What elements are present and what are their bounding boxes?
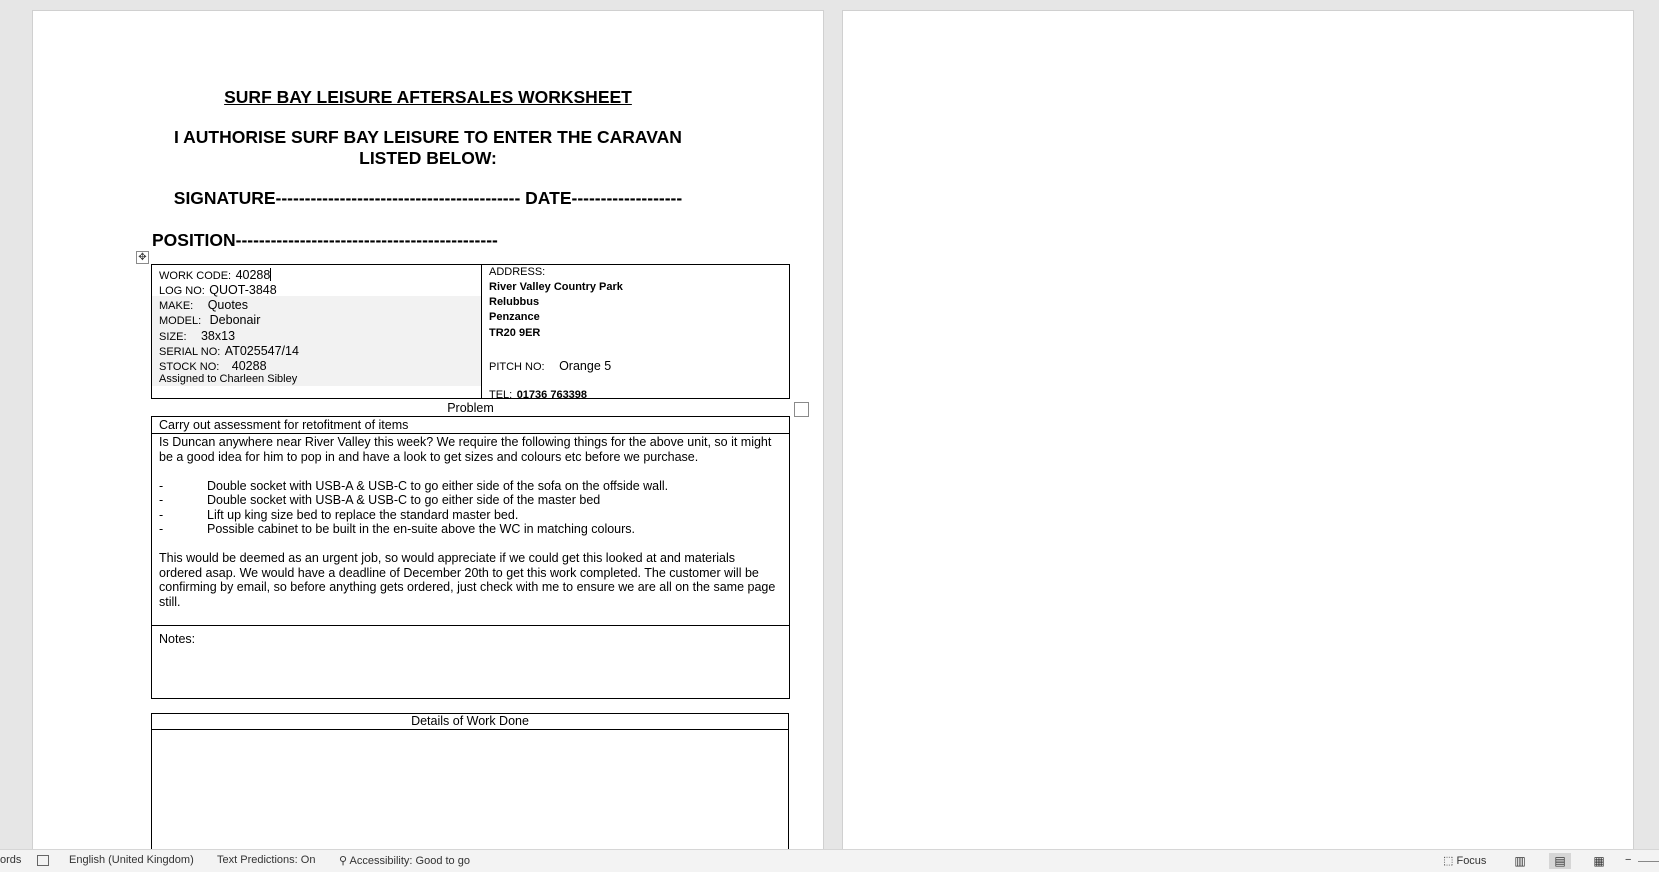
list-item <box>159 522 781 537</box>
focus-label: Focus <box>1456 855 1487 867</box>
authorisation-line-1: I AUTHORISE SURF BAY LEISURE TO ENTER THE CARAVAN <box>174 127 682 147</box>
notes-divider <box>152 625 789 626</box>
work-done-body[interactable] <box>152 730 788 852</box>
model-label: MODEL: <box>159 315 202 327</box>
bullet-marker: - <box>159 522 164 536</box>
bullet-marker: - <box>159 507 164 522</box>
print-layout-icon[interactable]: ▤ <box>1549 853 1571 869</box>
assigned-to: Assigned to Charleen Sibley <box>159 373 298 385</box>
stock-no-value: 40288 <box>231 359 267 373</box>
language-status[interactable]: English (United Kingdom) <box>69 854 194 866</box>
caravan-details-cell[interactable] <box>152 265 482 398</box>
word-count[interactable]: ords <box>0 854 22 866</box>
bullet-marker: - <box>159 493 164 507</box>
read-mode-icon[interactable]: ▥ <box>1514 854 1526 868</box>
problem-intro: Is Duncan anywhere near River Valley this week? We require the following things for the above unit, so it might be a good idea for him to pop in and have a look to get sizes and colours etc before we purchase. <box>159 435 772 464</box>
log-no-value: QUOT-3848 <box>209 283 277 297</box>
work-done-table <box>151 713 789 852</box>
table-resize-handle-icon[interactable] <box>794 402 809 417</box>
address-line-1: River Valley Country Park <box>489 281 623 293</box>
table-move-handle-icon[interactable]: ✥ <box>136 251 149 264</box>
list-item <box>159 493 781 508</box>
document-page-1[interactable] <box>32 10 824 852</box>
zoom-out-icon[interactable]: − <box>1625 854 1632 866</box>
problem-heading: Problem <box>447 401 494 415</box>
list-item-text: Double socket with USB-A & USB-C to go either side of the master bed <box>207 493 601 507</box>
list-item-text: Lift up king size bed to replace the standard master bed. <box>207 507 519 522</box>
status-bar <box>0 849 1659 872</box>
telephone-label: TEL: <box>489 389 513 401</box>
list-item-text: Possible cabinet to be built in the en-suite above the WC in matching colours. <box>207 522 636 536</box>
accessibility-status[interactable] <box>339 854 470 867</box>
work-code-label: WORK CODE: <box>159 270 232 282</box>
work-code-value: 40288 <box>235 268 271 282</box>
accessibility-label: Accessibility: Good to go <box>349 855 470 867</box>
model-value: Debonair <box>209 313 261 327</box>
text-predictions-status[interactable]: Text Predictions: On <box>217 854 316 866</box>
make-value: Quotes <box>207 298 248 312</box>
telephone-value: 01736 763398 <box>516 389 588 401</box>
list-item <box>159 508 781 523</box>
signature-date-line: SIGNATURE------------------------------------------ DATE------------------- <box>173 188 683 208</box>
make-label: MAKE: <box>159 300 194 312</box>
worksheet-title: SURF BAY LEISURE AFTERSALES WORKSHEET <box>224 87 632 107</box>
bullet-marker: - <box>159 478 164 493</box>
size-label: SIZE: <box>159 331 187 343</box>
notes-label[interactable]: Notes: <box>159 632 196 646</box>
size-value: 38x13 <box>200 329 236 343</box>
address-label: ADDRESS: <box>489 266 546 278</box>
focus-icon: ⬚ <box>1443 855 1454 867</box>
address-line-2: Relubbus <box>489 296 540 308</box>
zoom-slider[interactable] <box>1638 861 1659 862</box>
stock-no-label: STOCK NO: <box>159 361 220 373</box>
problem-description[interactable] <box>159 435 781 609</box>
serial-no-value: AT025547/14 <box>224 344 299 358</box>
document-page-2[interactable] <box>842 10 1634 852</box>
problem-table <box>151 416 790 699</box>
pitch-no-row <box>489 357 611 375</box>
address-line-4: TR20 9ER <box>489 327 541 339</box>
focus-mode-button[interactable] <box>1443 854 1486 867</box>
address-cell[interactable] <box>482 265 789 401</box>
position-line: POSITION--------------------------------------------- <box>152 230 498 250</box>
problem-subtitle[interactable]: Carry out assessment for retofitment of items <box>159 418 409 432</box>
proofing-book-icon[interactable] <box>37 854 49 866</box>
web-layout-icon[interactable]: ▦ <box>1593 854 1605 868</box>
serial-no-label: SERIAL NO: <box>159 346 221 358</box>
caravan-info-table <box>151 264 790 399</box>
authorisation-statement <box>33 127 823 169</box>
list-item-text: Double socket with USB-A & USB-C to go either side of the sofa on the offside wall. <box>207 478 669 493</box>
problem-divider <box>152 433 789 434</box>
address-line-3: Penzance <box>489 311 540 323</box>
accessibility-icon: ⚲ <box>339 855 348 867</box>
text-cursor <box>270 268 271 281</box>
pitch-no-value: Orange 5 <box>559 359 612 373</box>
problem-closing: This would be deemed as an urgent job, so would appreciate if we could get this looked at and materials ordered asap. We would have a deadline of December 20th to get this work completed. The customer will be confirming by email, so before anything gets ordered, just check with me to ensure we are all on the same page still. <box>159 551 776 609</box>
authorisation-line-2: LISTED BELOW: <box>359 148 497 168</box>
log-no-label: LOG NO: <box>159 285 205 297</box>
list-item <box>159 479 781 494</box>
pitch-no-label: PITCH NO: <box>489 361 545 373</box>
work-done-heading: Details of Work Done <box>152 714 788 730</box>
